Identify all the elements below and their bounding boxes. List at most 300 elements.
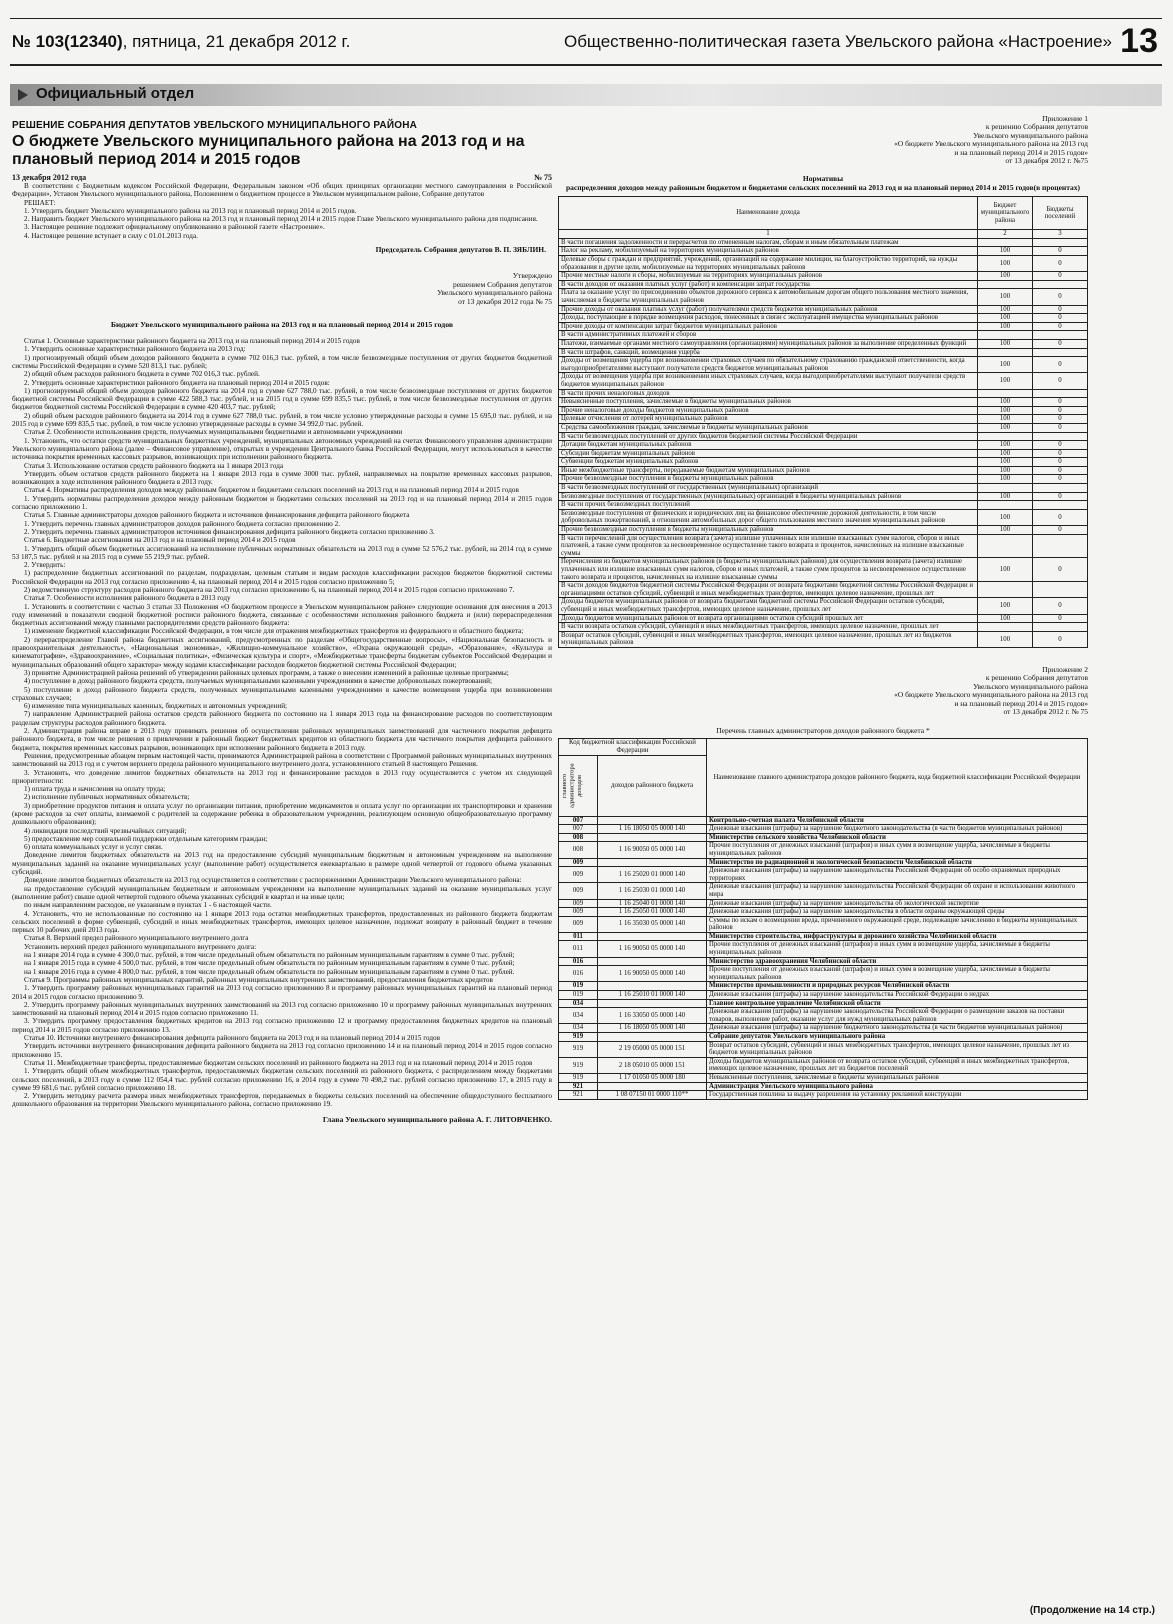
district-percent-cell: 100 bbox=[978, 526, 1033, 535]
index-cell: 1 bbox=[559, 230, 978, 239]
budget-articles bbox=[12, 337, 552, 1109]
article-paragraph: 1. Установить, что остатки средств муниципальных бюджетных учреждений, муниципальных автономных учреждений на счетах Финансового управления администрации Увельского муниципального района (далее – Финансовое управление), открытых в учреждении Центрального банка Российской Федерации, могут использоваться в качестве источника покрытия временных кассовых разрывов, возникающих при исполнении районного бюджета. bbox=[12, 436, 552, 462]
administrators-title: Перечень главных администраторов доходов районного бюджета * bbox=[716, 726, 930, 736]
admin-name-cell: Контрольно-счетная палата Челябинской области bbox=[707, 816, 1088, 825]
income-name-cell: Налог на рекламу, мобилизуемый на территориях муниципальных районов bbox=[559, 247, 978, 256]
article-paragraph: 1) распределение бюджетных ассигнований по разделам, подразделам, целевым статьям и видам расходов классификации расходов бюджетов бюджетной системы Российской Федерации на 2013 год согласно приложению 4, на плановый период 2014 и 2015 годов согласно приложению 5; bbox=[12, 569, 552, 586]
settlement-percent-cell: 0 bbox=[1033, 357, 1088, 373]
income-name-cell: Прочие доходы от компенсации затрат бюджетов муниципальных районов bbox=[559, 322, 978, 331]
income-name-cell: Прочие неналоговые доходы бюджетов муниципальных районов bbox=[559, 406, 978, 415]
income-code-cell: 2 19 05000 05 0000 151 bbox=[598, 1041, 707, 1057]
district-percent-cell: 100 bbox=[978, 558, 1033, 582]
district-percent-cell: 100 bbox=[978, 509, 1033, 525]
norms-row bbox=[559, 256, 1088, 272]
settlement-percent-cell bbox=[1033, 484, 1088, 493]
settlement-percent-cell: 0 bbox=[1033, 475, 1088, 484]
admin-row bbox=[559, 908, 1088, 917]
norms-row bbox=[559, 389, 1088, 398]
article-paragraph: на предоставление субсидий муниципальным бюджетным и автономным учреждениям на выполнение муниципальных заданий на оказание муниципальных услуг (выполнение работ) свыше одной четвертой годового объема указанных субсидий в квартал и на иные цели; bbox=[12, 884, 552, 901]
norms-row bbox=[559, 458, 1088, 467]
admin-code-cell: 007 bbox=[559, 816, 598, 825]
article-paragraph: 2) ведомственную структуру расходов районного бюджета на 2013 год согласно приложению 6, на плановый период 2014 и 2015 годов согласно приложению 7. bbox=[24, 585, 515, 594]
admin-row bbox=[559, 1073, 1088, 1082]
admin-code-cell: 016 bbox=[559, 966, 598, 982]
norms-row bbox=[559, 289, 1088, 305]
admin-row bbox=[559, 867, 1088, 883]
article-paragraph: Доведение лимитов бюджетных обязательств на 2013 год осуществляется в соответствии с распоряжениями Администрации Увельского муниципального района: bbox=[24, 876, 522, 885]
settlement-percent-cell bbox=[1033, 348, 1088, 357]
admin-name-cell: Возврат остатков субсидий, субвенций и иных межбюджетных трансфертов, имеющих целевое назначение, прошлых лет из бюджетов муниципальных районов bbox=[707, 1041, 1088, 1057]
district-percent-cell: 100 bbox=[978, 406, 1033, 415]
appendix-note-line: Приложение 2 bbox=[1042, 664, 1088, 674]
district-percent-cell: 100 bbox=[978, 289, 1033, 305]
admin-name-cell: Денежные взыскания (штрафы) за нарушение законодательства Российской Федерации о размещении заказов на поставки товаров, выполнение работ, оказание услуг для нужд муниципальных районов bbox=[707, 1008, 1088, 1024]
district-percent-cell bbox=[978, 534, 1033, 558]
income-name-cell: Целевые отчисления от лотерей муниципальных районов bbox=[559, 415, 978, 424]
settlement-percent-cell: 0 bbox=[1033, 247, 1088, 256]
income-code-cell: 1 16 18050 05 0000 140 bbox=[598, 825, 707, 834]
admin-code-cell: 011 bbox=[559, 941, 598, 957]
admin-row bbox=[559, 842, 1088, 858]
income-name-cell: В части возврата остатков субсидий, субвенций и иных межбюджетных трансфертов, имеющих целевое назначение, прошлых лет bbox=[559, 623, 978, 632]
admin-code-header: главного администратора доходов bbox=[561, 763, 584, 808]
article-paragraph: 1. Утвердить перечень главных администраторов доходов районного бюджета согласно приложению 2. bbox=[24, 519, 340, 528]
district-percent-cell bbox=[978, 389, 1033, 398]
district-percent-cell: 100 bbox=[978, 449, 1033, 458]
income-code-cell bbox=[598, 932, 707, 941]
admin-name-header: Наименование главного администратора доходов районного бюджета, кода бюджетной классификации Российской Федерации bbox=[707, 739, 1088, 816]
appendix-column bbox=[558, 115, 1088, 1605]
income-name-cell: В части погашения задолженности и перерасчетов по отмененным налогам, сборам и иным обязательным платежам bbox=[559, 238, 978, 247]
district-percent-cell: 100 bbox=[978, 314, 1033, 323]
district-percent-cell: 100 bbox=[978, 322, 1033, 331]
district-percent-cell: 100 bbox=[978, 466, 1033, 475]
district-percent-cell: 100 bbox=[978, 247, 1033, 256]
norms-row bbox=[559, 501, 1088, 510]
income-name-cell: В части штрафов, санкций, возмещения ущерба bbox=[559, 348, 978, 357]
income-code-cell bbox=[598, 858, 707, 867]
income-name-cell: В части административных платежей и сборов bbox=[559, 331, 978, 340]
income-code-cell bbox=[598, 833, 707, 842]
settlement-percent-cell: 0 bbox=[1033, 614, 1088, 623]
article-paragraph: 2) перераспределение Главой района бюджетных ассигнований, предусмотренных по разделам «Общегосударственные вопросы», «Национальная безопасность и правоохранительная деятельность», «Национальная экономика», «Жилищно-коммунальное хозяйство», «Охрана окружающей среды», «Образование», «Культура и кинематография», «Здравоохранение», «Социальная политика», «Физическая культура и спорт», «Межбюджетные трансферты бюджетам субъектов Российской Федерации и муниципальных образований общего характера» между кодами классификации расходов бюджетов бюджетной системы Российской Федерации; bbox=[12, 635, 552, 669]
admin-row bbox=[559, 999, 1088, 1008]
settlement-percent-cell: 0 bbox=[1033, 373, 1088, 389]
admin-code-cell: 008 bbox=[559, 842, 598, 858]
appendix-note-line: и на плановый период 2014 и 2015 годов» bbox=[954, 147, 1088, 157]
appendix2-note bbox=[558, 666, 1088, 716]
income-code-cell: 1 16 90050 05 0000 140 bbox=[598, 842, 707, 858]
settlements-budget-header: Бюджеты поселений bbox=[1033, 197, 1088, 230]
district-percent-cell: 100 bbox=[978, 458, 1033, 467]
district-percent-cell bbox=[978, 484, 1033, 493]
article-paragraph: 2) общий объем расходов районного бюджета на 2014 год в сумме 627 788,0 тыс. рублей, в том числе условно утвержденные расходы в сумме 15 695,0 тыс. рублей, и на 2015 год в сумме 699 835,5 тыс. рублей, в том числе условно утвержденные расходы в сумме 34 992,0 тыс. рублей. bbox=[12, 411, 552, 429]
decision-kicker: РЕШЕНИЕ СОБРАНИЯ ДЕПУТАТОВ УВЕЛЬСКОГО МУНИЦИПАЛЬНОГО РАЙОНА bbox=[12, 120, 418, 131]
admin-code-cell: 007 bbox=[559, 825, 598, 834]
article-paragraph: Статья 5. Главные администраторы доходов районного бюджета и источников финансирования дефицита районного бюджета bbox=[24, 511, 410, 520]
norms-row bbox=[559, 423, 1088, 432]
income-name-cell: Доходы от возмещения ущерба при возникновении иных страховых случаев, когда выгодоприобретателями выступают получатели средств бюджетов муниципальных районов bbox=[559, 373, 978, 389]
norms-row bbox=[559, 415, 1088, 424]
income-name-cell: Доходы от возмещения ущерба при возникновении страховых случаев по обязательному страхованию гражданской ответственности, когда выгодоприобретателями выступают получатели средств бюджетов муниципальных районов bbox=[559, 357, 978, 373]
article-paragraph: 7) направление Администрацией района остатков средств районного бюджета по состоянию на 1 января 2013 года на финансирование расходов по соответствующим разделам структуры расходов районного бюджета. bbox=[12, 710, 552, 727]
district-percent-cell bbox=[978, 582, 1033, 598]
norms-row bbox=[559, 558, 1088, 582]
income-code-cell: 1 16 33050 05 0000 140 bbox=[598, 1008, 707, 1024]
norms-row bbox=[559, 357, 1088, 373]
article-paragraph: 1) прогнозируемый общий объем доходов районного бюджета в сумме 702 016,3 тыс. рублей, в том числе безвозмездные поступления от других бюджетов бюджетной системы Российской Федерации в сумме 520 813,1 тыс. рублей; bbox=[12, 353, 552, 370]
district-percent-cell bbox=[978, 348, 1033, 357]
article-paragraph: Статья 10. Источники внутреннего финансирования дефицита районного бюджета на 2013 год и на плановый период 2014 и 2015 годов bbox=[24, 1034, 441, 1043]
norms-row bbox=[559, 272, 1088, 281]
settlement-percent-cell: 0 bbox=[1033, 398, 1088, 407]
admin-name-cell: Государственная пошлина за выдачу разрешения на установку рекламной конструкции bbox=[707, 1091, 1088, 1100]
admin-code-cell: 919 bbox=[559, 1073, 598, 1082]
admin-code-cell: 009 bbox=[559, 883, 598, 899]
income-name-cell: В части доходов бюджетов бюджетной системы Российской Федерации от возврата бюджетами бюджетной системы Российской Федерации и организациями остатков субсидий, субвенций и иных межбюджетных трансфертов, имеющих целевое назначение, прошлых лет bbox=[559, 582, 978, 598]
admin-name-cell: Прочие поступления от денежных взысканий (штрафов) и иных сумм в возмещение ущерба, зачисляемые в бюджеты муниципальных районов bbox=[707, 842, 1088, 858]
head-signature: Глава Увельского муниципального района А. Г. ЛИТОВЧЕНКО. bbox=[322, 1114, 552, 1124]
income-code-cell: 1 17 01050 05 0000 180 bbox=[598, 1073, 707, 1082]
article-paragraph: 1. Утвердить программу районных муниципальных гарантий на 2013 год согласно приложению 8 и программу районных муниципальных гарантий на плановый период 2014 и 2015 годов согласно приложению 9. bbox=[12, 984, 552, 1001]
norms-row bbox=[559, 247, 1088, 256]
decision-intro bbox=[12, 182, 552, 240]
admin-row bbox=[559, 916, 1088, 932]
norms-table bbox=[558, 196, 1088, 648]
article-paragraph: Статья 3. Использование остатков средств районного бюджета на 1 января 2013 года bbox=[24, 461, 284, 470]
admin-code-cell: 009 bbox=[559, 916, 598, 932]
income-name-cell: Безвозмездные поступления от государственных (муниципальных) организаций в бюджеты муниципальных районов bbox=[559, 492, 978, 501]
settlement-percent-cell: 0 bbox=[1033, 558, 1088, 582]
norms-row bbox=[559, 406, 1088, 415]
district-percent-cell: 100 bbox=[978, 631, 1033, 647]
income-code-cell bbox=[598, 957, 707, 966]
article-paragraph: 2) исполнение публичных нормативных обязательств; bbox=[24, 793, 190, 802]
settlement-percent-cell: 0 bbox=[1033, 631, 1088, 647]
appendix1-note bbox=[558, 115, 1088, 165]
issue-date: , пятница, 21 декабря 2012 г. bbox=[122, 32, 351, 51]
article-paragraph: 2. Утвердить перечень главных администраторов источников финансирования дефицита районного бюджета согласно приложению 3. bbox=[24, 527, 435, 536]
income-code-cell: 1 16 25030 01 0000 140 bbox=[598, 883, 707, 899]
norms-row bbox=[559, 373, 1088, 389]
income-name-cell: Прочие доходы от оказания платных услуг (работ) получателями средств бюджетов муниципальных районов bbox=[559, 305, 978, 314]
settlement-percent-cell bbox=[1033, 331, 1088, 340]
article-paragraph: на 1 января 2014 года в сумме 4 300,0 тыс. рублей, в том числе предельный объем обязательств по районным муниципальным гарантиям в сумме 0 тыс. рублей; bbox=[24, 951, 515, 960]
district-percent-cell bbox=[978, 238, 1033, 247]
district-percent-cell bbox=[978, 432, 1033, 441]
admin-name-cell: Суммы по искам о возмещении вреда, причиненного окружающей среде, подлежащие зачислению в бюджеты муниципальных районов bbox=[707, 916, 1088, 932]
issue-info bbox=[12, 32, 350, 52]
article-paragraph: Статья 6. Бюджетные ассигнования на 2013 год и на плановый период 2014 и 2015 годов bbox=[24, 536, 296, 545]
income-name-cell: В части перечислений для осуществления возврата (зачета) излишне уплаченных или излишне взысканных сумм налогов, сборов и иных платежей, а также сумм процентов за несвоевременное осуществление такого возврата и процентов, начисленных на излишне взысканные суммы bbox=[559, 534, 978, 558]
article-paragraph: 5) поступление в доход районного бюджета средств, полученных муниципальными казенными учреждениями в качестве возмещения ущерба при возникновении страховых случаев; bbox=[12, 685, 552, 702]
norms-row bbox=[559, 534, 1088, 558]
appendix-note-line: «О бюджете Увельского муниципального района на 2013 год bbox=[894, 690, 1088, 700]
income-code-cell: 1 16 25020 01 0000 140 bbox=[598, 867, 707, 883]
income-name-cell: В части безвозмездных поступлений от государственных (муниципальных) организаций bbox=[559, 484, 978, 493]
article-paragraph: Решения, предусмотренные абзацем первым настоящей части, принимаются Администрацией района в соответствии с Программой районных муниципальных внутренних заимствований на 2013 год и с учетом верхнего предела районного муниципального внутреннего долга, установленного статьей 8 настоящего Решения. bbox=[12, 751, 552, 769]
income-code-cell: 2 18 05010 05 0000 151 bbox=[598, 1057, 707, 1073]
district-percent-cell bbox=[978, 501, 1033, 510]
admin-name-cell: Денежные взыскания (штрафы) за нарушение бюджетного законодательства (в части бюджетов муниципальных районов) bbox=[707, 1024, 1088, 1033]
settlement-percent-cell: 0 bbox=[1033, 449, 1088, 458]
section-title: Официальный отдел bbox=[36, 85, 195, 102]
article-paragraph: Статья 11. Межбюджетные трансферты, предоставляемые бюджетам сельских поселений из районного бюджета на 2013 год и на плановый период 2014 и 2015 годов bbox=[24, 1058, 533, 1067]
income-name-cell: Доходы бюджетов муниципальных районов от возврата организациями остатков субсидий прошлых лет bbox=[559, 614, 978, 623]
district-percent-cell: 100 bbox=[978, 256, 1033, 272]
approval-note bbox=[12, 272, 552, 306]
article-paragraph: 2. Утвердить программу районных муниципальных внутренних заимствований на 2013 год согласно приложению 10 и программу районных муниципальных внутренних заимствований на плановый период 2014 и 2015 годов согласно приложению 11. bbox=[12, 1000, 552, 1018]
district-percent-cell: 100 bbox=[978, 598, 1033, 614]
norms-row bbox=[559, 484, 1088, 493]
admin-name-cell: Денежные взыскания (штрафы) за нарушение законодательства об экологической экспертизе bbox=[707, 899, 1088, 908]
admin-name-cell: Министерство здравоохранения Челябинской области bbox=[707, 957, 1088, 966]
admin-code-cell: 009 bbox=[559, 908, 598, 917]
settlement-percent-cell: 0 bbox=[1033, 322, 1088, 331]
article-paragraph: 1) прогнозируемый общий объем доходов районного бюджета на 2014 год в сумме 627 788,0 тыс. рублей, в том числе безвозмездные поступления от других бюджетов бюджетной системы Российской Федерации в сумме 422 588,3 тыс. рублей, и на 2015 год в сумме 699 835,5 тыс. рублей, в том числе безвозмездные поступления от других бюджетов бюджетной системы Российской Федерации в сумме 420 403,7 тыс. рублей; bbox=[12, 386, 552, 412]
norms-title-line: распределения доходов между районным бюджетом и бюджетами сельских поселений на 2013 год и на плановый период 2014 и 2015 годов(в процентах) bbox=[565, 182, 1081, 192]
income-name-header: Наименование дохода bbox=[559, 197, 978, 230]
admin-code-cell: 009 bbox=[559, 858, 598, 867]
norms-row bbox=[559, 623, 1088, 632]
article-paragraph: Статья 1. Основные характеристики районного бюджета на 2013 год и на плановый период 2014 и 2015 годов bbox=[24, 337, 360, 346]
article-paragraph: на 1 января 2015 года в сумме 4 500,0 тыс. рублей, в том числе предельный объем обязательств по районным муниципальным гарантиям в сумме 0 тыс. рублей; bbox=[24, 959, 515, 968]
settlement-percent-cell: 0 bbox=[1033, 289, 1088, 305]
admin-row bbox=[559, 1008, 1088, 1024]
admin-code-cell: 019 bbox=[559, 991, 598, 1000]
admin-row bbox=[559, 816, 1088, 825]
decision-title: О бюджете Увельского муниципального района на 2013 год и на плановый период 2014 и 2015 годов bbox=[12, 133, 525, 168]
article-paragraph: 2. Администрация района вправе в 2013 году принимать решения об осуществлении районных муниципальных заимствований для частичного покрытия дефицита районного бюджета, в том числе решения о привлечении в районный бюджет бюджетных кредитов из областного бюджета для частичного покрытия дефицита районного бюджета, покрытия временных кассовых разрывов, возникающих при исполнении районного бюджета в 2013 году. bbox=[12, 727, 552, 752]
admin-row bbox=[559, 957, 1088, 966]
newspaper-name: Общественно-политическая газета Увельского района «Настроение» bbox=[563, 32, 1112, 51]
admin-row bbox=[559, 982, 1088, 991]
appendix-note-line: «О бюджете Увельского муниципального района на 2013 год bbox=[894, 139, 1088, 149]
norms-row bbox=[559, 475, 1088, 484]
article-paragraph: Доведение лимитов бюджетных обязательств на 2013 год на предоставление субсидий муниципальным бюджетным и автономным учреждениям на выполнение муниципальных заданий на оказание муниципальных услуг (выполнение работ) осуществляется ежеквартально в размере одной четвертой от годового объема указанных субсидий. bbox=[12, 851, 552, 877]
article-paragraph: 3) принятие Администрацией района решений об утверждении районных целевых программ, а также о внесении изменений в районные целевые программы; bbox=[24, 668, 509, 677]
income-name-cell: Средства самообложения граждан, зачисляемые в бюджеты муниципальных районов bbox=[559, 423, 978, 432]
admin-name-cell: Министерство сельского хозяйства Челябинской области bbox=[707, 833, 1088, 842]
settlement-percent-cell bbox=[1033, 389, 1088, 398]
settlement-percent-cell: 0 bbox=[1033, 256, 1088, 272]
income-name-cell: Дотации бюджетам муниципальных районов bbox=[559, 441, 978, 450]
admin-row bbox=[559, 825, 1088, 834]
norms-row bbox=[559, 509, 1088, 525]
income-name-cell: Перечисления из бюджетов муниципальных районов (в бюджеты муниципальных районов) для осуществления возврата (зачета) излишне уплаченных или излишне взысканных сумм налогов, сборов и иных платежей, а также сумм процентов за несвоевременное осуществление такого возврата и процентов, начисленных на излишне взысканные суммы bbox=[559, 558, 978, 582]
chairman-signature: Председатель Собрания депутатов В. П. ЗЯБЛИН. bbox=[375, 245, 546, 255]
appendix-note-line: и на плановый период 2014 и 2015 годов» bbox=[954, 698, 1088, 708]
norms-index-row bbox=[559, 230, 1088, 239]
page-header bbox=[12, 22, 1162, 62]
admin-row bbox=[559, 991, 1088, 1000]
norms-row bbox=[559, 582, 1088, 598]
intro-paragraph: 1. Утвердить бюджет Увельского муниципального района на 2013 год и плановый период 2014 и 2015 годов. bbox=[24, 206, 357, 215]
article-paragraph: Статья 7. Особенности исполнения районного бюджета в 2013 году bbox=[24, 594, 231, 603]
appendix-note-line: Увельского муниципального района bbox=[973, 130, 1088, 140]
settlement-percent-cell bbox=[1033, 280, 1088, 289]
appendix-note-line: к решению Собрания депутатов bbox=[985, 673, 1088, 683]
district-percent-cell: 100 bbox=[978, 305, 1033, 314]
admin-code-cell: 919 bbox=[559, 1057, 598, 1073]
article-paragraph: 1. Установить в соответствии с частью 3 статьи 33 Положения «О бюджетном процессе в Увельском муниципальном районе» следующие основания для внесения в 2013 году изменений в показатели сводной бюджетной росписи районного бюджета, связанные с особенностями исполнения районного бюджета и (или) перераспределения бюджетных ассигнований между главными распорядителями средств районного бюджета: bbox=[12, 602, 552, 628]
settlement-percent-cell: 0 bbox=[1033, 339, 1088, 348]
decision-date-line bbox=[12, 173, 552, 182]
settlement-percent-cell: 0 bbox=[1033, 458, 1088, 467]
income-name-cell: Безвозмездные поступления от физических и юридических лиц на финансовое обеспечение дорожной деятельности, в том числе добровольных пожертвований, в отношении автомобильных дорог общего пользования местного значения муниципальных районов bbox=[559, 509, 978, 525]
admin-row bbox=[559, 966, 1088, 982]
settlement-percent-cell: 0 bbox=[1033, 415, 1088, 424]
income-name-cell: В части прочих неналоговых доходов bbox=[559, 389, 978, 398]
norms-title bbox=[558, 175, 1088, 192]
income-code-cell: 1 16 25050 01 0000 140 bbox=[598, 908, 707, 917]
admin-name-cell: Прочие поступления от денежных взысканий (штрафов) и иных сумм в возмещение ущерба, зачисляемые в бюджеты муниципальных районов bbox=[707, 941, 1088, 957]
settlement-percent-cell bbox=[1033, 238, 1088, 247]
settlement-percent-cell bbox=[1033, 501, 1088, 510]
income-code-cell: 1 16 18050 05 0000 140 bbox=[598, 1024, 707, 1033]
admin-row bbox=[559, 883, 1088, 899]
norms-header-row bbox=[559, 197, 1088, 230]
income-name-cell: Субвенции бюджетам муниципальных районов bbox=[559, 458, 978, 467]
article-paragraph: 1. Утвердить нормативы распределения доходов между районным бюджетом и бюджетами сельских поселений на 2013 год и на плановый период 2014 и 2015 годов согласно приложению 1. bbox=[12, 494, 552, 512]
admin-name-cell: Денежные взыскания (штрафы) за нарушение законодательства Российской Федерации об охране и использовании животного мира bbox=[707, 883, 1088, 899]
admin-code-cell: 921 bbox=[559, 1091, 598, 1100]
income-code-cell bbox=[598, 999, 707, 1008]
income-name-cell: Субсидии бюджетам муниципальных районов bbox=[559, 449, 978, 458]
income-name-cell: Иные межбюджетные трансферты, передаваемые бюджетам муниципальных районов bbox=[559, 466, 978, 475]
admin-header-row bbox=[559, 739, 1088, 755]
code-group-header: Код бюджетной классификации Российской Федерации bbox=[559, 739, 707, 755]
page-number: 13 bbox=[1120, 22, 1158, 60]
appendix-note-line: от 13 декабря 2012 г. № 75 bbox=[1003, 706, 1088, 716]
article-paragraph: 3) приобретение продуктов питания и оплата услуг по организации питания, приобретение медикаментов и оплата услуг по организации их транспортировки и хранения (кроме расходов за счет оплаты, взимаемой с родителей за содержание ребенка в образовательном учреждении, реализующем основную общеобразовательную программу дошкольного образования); bbox=[12, 801, 552, 827]
income-name-cell: Плата за оказание услуг по присоединению объектов дорожного сервиса к автомобильным дорогам общего пользования местного значения, зачисляемая в бюджеты муниципальных районов bbox=[559, 289, 978, 305]
norms-row bbox=[559, 526, 1088, 535]
article-paragraph: Установить верхний предел районного муниципального внутреннего долга: bbox=[24, 942, 257, 951]
district-budget-header: Бюджет муниципального района bbox=[978, 197, 1033, 230]
income-code-cell: 1 16 90050 05 0000 140 bbox=[598, 941, 707, 957]
article-paragraph: Утвердить объем остатков средств районного бюджета на 1 января 2013 года в сумме 3000 тыс. рублей, направляемых на покрытие временных кассовых разрывов, возникающих в ходе исполнения районного бюджета в 2013 году. bbox=[12, 469, 552, 487]
district-percent-cell: 100 bbox=[978, 357, 1033, 373]
article-paragraph: 4. Установить, что не использованные по состоянию на 1 января 2013 года остатки межбюджетных трансфертов, предоставленных из районного бюджета бюджетам сельских поселений в форме субвенций, субсидий и иных межбюджетных трансфертов, имеющих целевое назначение, подлежат возврату в районный бюджет в течение первых 10 рабочих дней 2013 года. bbox=[12, 909, 552, 935]
norms-row bbox=[559, 322, 1088, 331]
admin-code-cell: 921 bbox=[559, 1082, 598, 1091]
settlement-percent-cell: 0 bbox=[1033, 406, 1088, 415]
admin-name-cell: Денежные взыскания (штрафы) за нарушение законодательства Российской Федерации о недрах bbox=[707, 991, 1088, 1000]
norms-row bbox=[559, 614, 1088, 623]
admin-name-cell: Администрация Увельского муниципального района bbox=[707, 1082, 1088, 1091]
arrow-icon bbox=[18, 89, 28, 101]
settlement-percent-cell: 0 bbox=[1033, 509, 1088, 525]
approval-line: Увельского муниципального района bbox=[437, 288, 552, 298]
norms-row bbox=[559, 348, 1088, 357]
appendix-note-line: к решению Собрания депутатов bbox=[985, 122, 1088, 132]
administrators-table bbox=[558, 738, 1088, 1099]
settlement-percent-cell: 0 bbox=[1033, 305, 1088, 314]
norms-row bbox=[559, 339, 1088, 348]
admin-name-cell: Министерство по радиационной и экологической безопасности Челябинской области bbox=[707, 858, 1088, 867]
norms-row bbox=[559, 441, 1088, 450]
decision-column bbox=[12, 120, 552, 1600]
article-paragraph: Статья 2. Особенности использования средств, получаемых муниципальными бюджетными и автономными учреждениями bbox=[24, 428, 403, 437]
admin-code-cell: 009 bbox=[559, 867, 598, 883]
settlement-percent-cell: 0 bbox=[1033, 598, 1088, 614]
norms-row bbox=[559, 238, 1088, 247]
admin-code-cell: 011 bbox=[559, 932, 598, 941]
district-percent-cell: 100 bbox=[978, 398, 1033, 407]
admin-name-cell: Собрание депутатов Увельского муниципального района bbox=[707, 1033, 1088, 1042]
article-paragraph: 2. Утвердить: bbox=[24, 561, 66, 570]
income-code-cell bbox=[598, 1033, 707, 1042]
article-paragraph: по иным направлениям расходов, не указанным в пунктах 1 - 6 настоящей части. bbox=[24, 901, 272, 910]
income-name-cell: Доходы, поступающие в порядке возмещения расходов, понесенных в связи с эксплуатацией имущества муниципальных районов bbox=[559, 314, 978, 323]
income-name-cell: Платежи, взимаемые органами местного самоуправления (организациями) муниципальных районов за выполнение определенных функций bbox=[559, 339, 978, 348]
admin-row bbox=[559, 941, 1088, 957]
settlement-percent-cell bbox=[1033, 582, 1088, 598]
income-code-cell: 1 16 90050 05 0000 140 bbox=[598, 966, 707, 982]
income-name-cell: В части прочих безвозмездных поступлений bbox=[559, 501, 978, 510]
article-paragraph: 2. Утвердить основные характеристики районного бюджета на плановый период 2014 и 2015 годов: bbox=[24, 378, 330, 387]
admin-name-cell: Прочие поступления от денежных взысканий (штрафов) и иных сумм в возмещение ущерба, зачисляемые в бюджеты муниципальных районов bbox=[707, 966, 1088, 982]
district-percent-cell: 100 bbox=[978, 441, 1033, 450]
income-name-cell: Прочие безвозмездные поступления в бюджеты муниципальных районов bbox=[559, 475, 978, 484]
admin-code-cell: 919 bbox=[559, 1041, 598, 1057]
district-percent-cell: 100 bbox=[978, 415, 1033, 424]
article-paragraph: Статья 9. Программы районных муниципальных гарантий, районных муниципальных внутренних заимствований, предоставления бюджетных кредитов bbox=[24, 975, 493, 984]
district-percent-cell bbox=[978, 331, 1033, 340]
article-paragraph: 5) предоставление мер социальной поддержки отдельным категориям граждан; bbox=[24, 834, 268, 843]
income-code-cell bbox=[598, 816, 707, 825]
income-code-cell bbox=[598, 982, 707, 991]
intro-paragraph: 3. Настоящее решение подлежит официальному опубликованию в районной газете «Настроение». bbox=[24, 223, 325, 232]
admin-name-cell: Министерство строительства, инфраструктуры и дорожного хозяйства Челябинской области bbox=[707, 932, 1088, 941]
intro-paragraph: 4. Настоящее решение вступает в силу с 01.01.2013 года. bbox=[24, 231, 198, 240]
settlement-percent-cell bbox=[1033, 432, 1088, 441]
article-paragraph: 1. Утвердить общий объем бюджетных ассигнований на исполнение публичных нормативных обязательств на 2013 год в сумме 52 576,2 тыс. рублей, на 2014 год в сумме 53 187,5 тыс. рублей и на 2015 год в сумме 55 219,9 тыс. рублей. bbox=[12, 544, 552, 561]
norms-row bbox=[559, 492, 1088, 501]
index-cell: 2 bbox=[978, 230, 1033, 239]
appendix-note-line: Приложение 1 bbox=[1042, 114, 1088, 123]
admin-row bbox=[559, 1041, 1088, 1057]
article-paragraph: 2. Утвердить методику расчета размера иных межбюджетных трансфертов, передаваемых в бюджеты сельских поселений на обеспечение общедоступного бесплатного дошкольного образования на территории Увельского муниципального района, согласно приложению 19. bbox=[12, 1092, 552, 1109]
admin-row bbox=[559, 899, 1088, 908]
income-code-cell: 1 16 25040 01 0000 140 bbox=[598, 899, 707, 908]
norms-row bbox=[559, 449, 1088, 458]
district-percent-cell: 100 bbox=[978, 373, 1033, 389]
settlement-percent-cell: 0 bbox=[1033, 423, 1088, 432]
admin-row bbox=[559, 833, 1088, 842]
article-paragraph: 4) поступление в доход районного бюджета средств, получаемых муниципальными казенными учреждениями в качестве добровольных пожертвований; bbox=[24, 677, 492, 686]
income-code-cell: 1 16 35030 05 0000 140 bbox=[598, 916, 707, 932]
income-code-cell bbox=[598, 1082, 707, 1091]
district-percent-cell bbox=[978, 280, 1033, 289]
income-code-header: доходов районного бюджета bbox=[598, 755, 707, 816]
approval-line: от 13 декабря 2012 года № 75 bbox=[458, 296, 552, 306]
income-name-cell: В части безвозмездных поступлений от других бюджетов бюджетной системы Российской Федерации bbox=[559, 432, 978, 441]
district-percent-cell bbox=[978, 623, 1033, 632]
district-percent-cell: 100 bbox=[978, 423, 1033, 432]
intro-paragraph: В соответствии с Бюджетным кодексом Российской Федерации, Федеральным законом «Об общих принципах организации местного самоуправления в Российской Федерации», Уставом Увельского муниципального района, Положением о бюджетном процессе в Увельском муниципальном районе, Собрание депутатов bbox=[12, 182, 552, 199]
admin-row bbox=[559, 932, 1088, 941]
settlement-percent-cell: 0 bbox=[1033, 441, 1088, 450]
admin-code-cell: 034 bbox=[559, 1008, 598, 1024]
district-percent-cell: 100 bbox=[978, 339, 1033, 348]
income-name-cell: Целевые сборы с граждан и предприятий, учреждений, организаций на содержание милиции, на благоустройство территорий, на нужды образования и другие цели, мобилизуемые на территориях муниципальных районов bbox=[559, 256, 978, 272]
admin-name-cell: Доходы бюджетов муниципальных районов от возврата остатков субсидий, субвенций и иных межбюджетных трансфертов, имеющих целевое назначение, прошлых лет из бюджетов поселений bbox=[707, 1057, 1088, 1073]
admin-row bbox=[559, 1024, 1088, 1033]
admin-row bbox=[559, 1082, 1088, 1091]
article-paragraph: 1) оплата труда и начисления на оплату труда; bbox=[24, 785, 166, 794]
